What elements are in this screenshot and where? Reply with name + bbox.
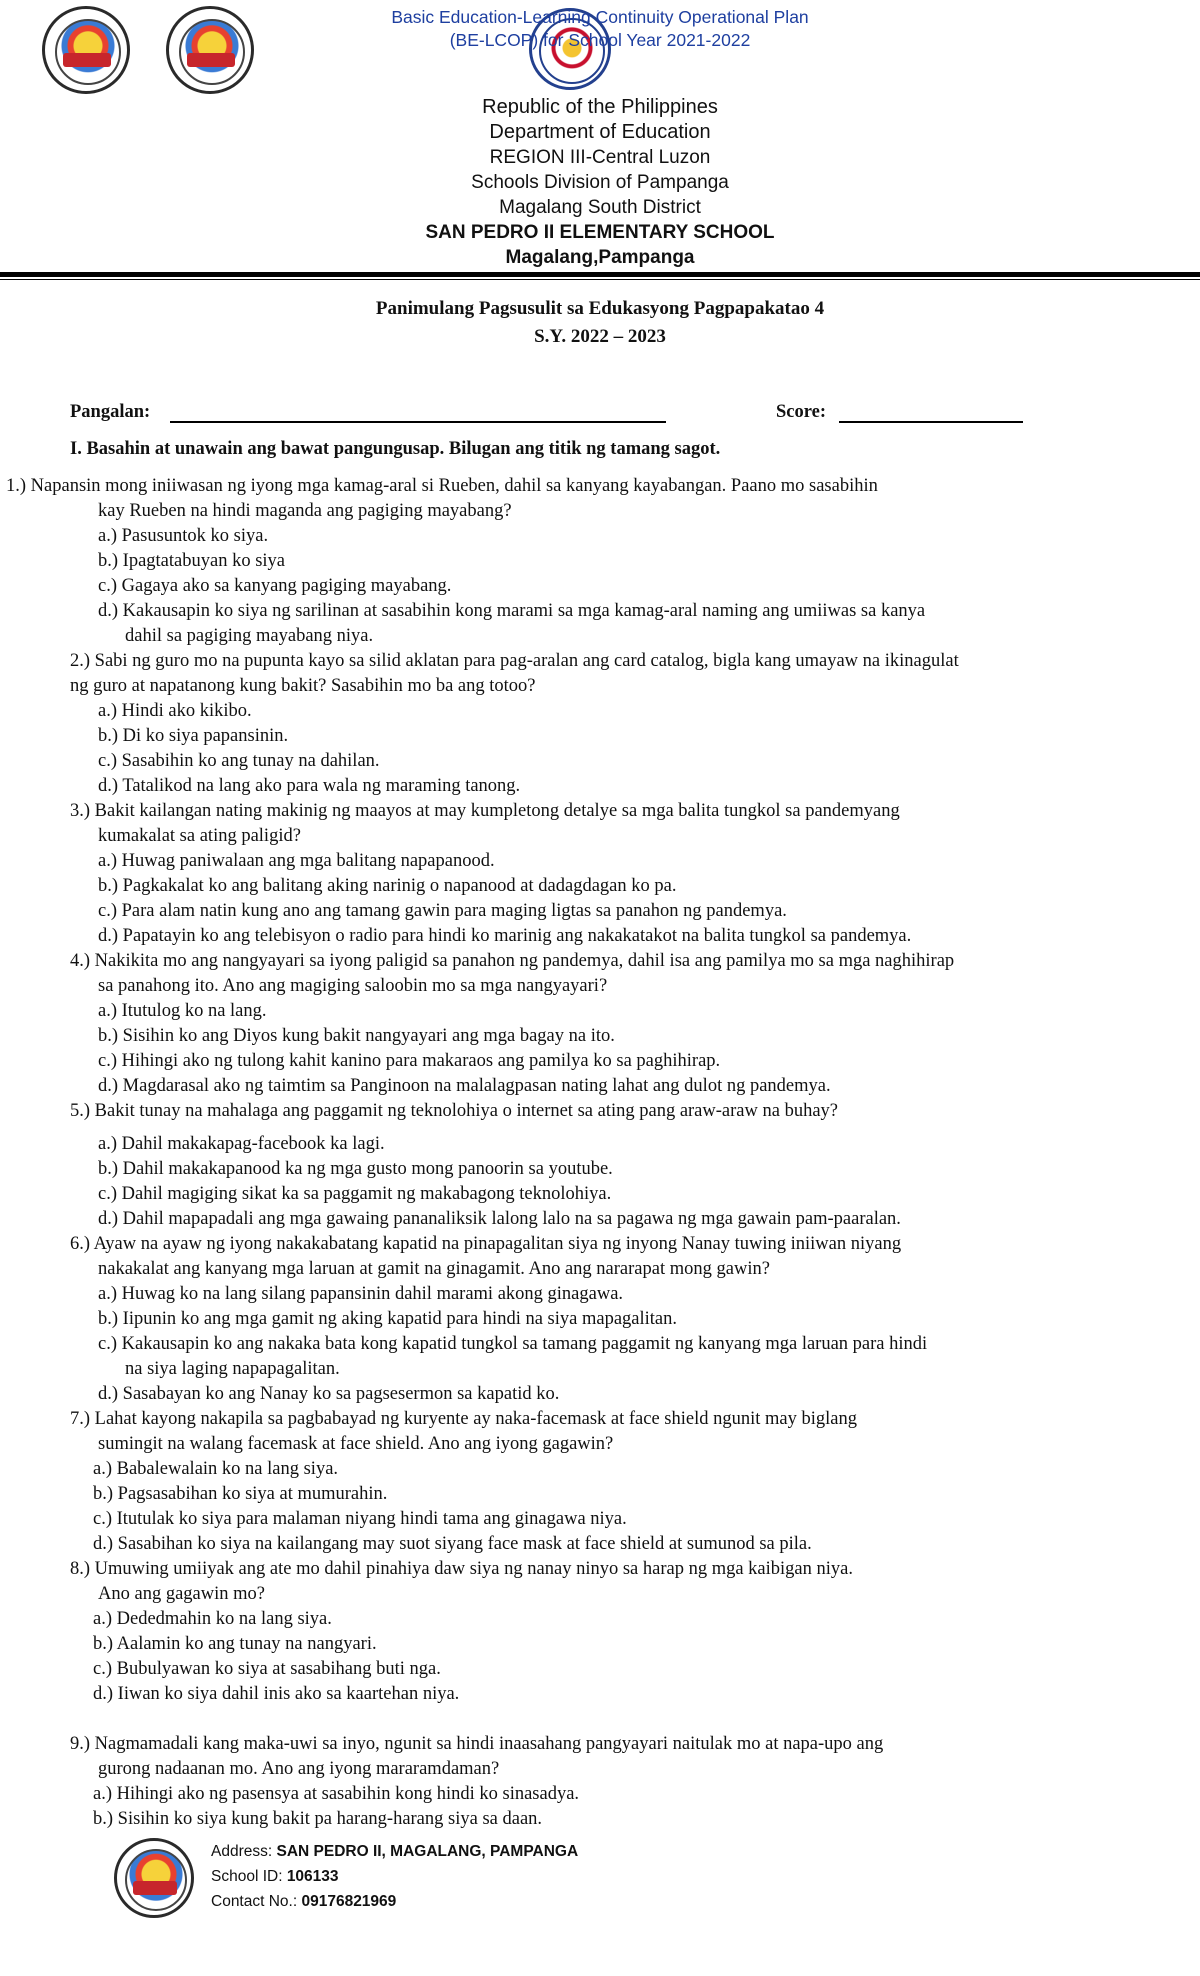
q3-choice-a: a.) Huwag paniwalaan ang mga balitang napapanood. — [98, 851, 495, 871]
q6-choice-a: a.) Huwag ko na lang silang papansinin dahil marami akong ginagawa. — [98, 1284, 624, 1304]
header-district: Magalang South District — [499, 197, 701, 218]
footer-address — [211, 1841, 578, 1862]
footer-school-id — [211, 1866, 339, 1887]
score-blank[interactable] — [839, 421, 1023, 423]
question-4: 4.) Nakikita mo ang nangyayari sa iyong paligid sa panahon ng pandemya, dahil isa ang pamilya mo sa mga naghihirap — [70, 951, 955, 971]
q8-choice-b: b.) Aalamin ko ang tunay na nangyari. — [93, 1634, 377, 1654]
header-rule-thin — [0, 279, 1200, 280]
question-7: 7.) Lahat kayong nakapila sa pagbabayad ng kuryente ay naka-facemask at face shield ngunit may biglang — [70, 1409, 857, 1429]
q4-choice-c: c.) Hihingi ako ng tulong kahit kanino para makaraos ang pamilya ko sa paghihirap. — [98, 1051, 721, 1071]
school-year: S.Y. 2022 – 2023 — [534, 326, 666, 347]
q5-choice-c: c.) Dahil magiging sikat ka sa paggamit ng makabagong teknolohiya. — [98, 1184, 612, 1204]
q8-choice-c: c.) Bubulyawan ko siya at sasabihang buti nga. — [93, 1659, 441, 1679]
question-6: 6.) Ayaw na ayaw ng iyong nakakabatang kapatid na pinapagalitan siya ng inyong Nanay tuwing iniiwan niyang — [70, 1234, 902, 1254]
q3-choice-b: b.) Pagkakalat ko ang balitang aking narinig o napanood at dadagdagan ko pa. — [98, 876, 677, 896]
contact-value: 09176821969 — [301, 1893, 397, 1910]
q3-choice-c: c.) Para alam natin kung ano ang tamang gawin para maging ligtas sa panahon ng pandemya. — [98, 901, 787, 921]
q6-choice-c-cont: na siya laging napapagalitan. — [125, 1359, 340, 1379]
address-value: SAN PEDRO II, MAGALANG, PAMPANGA — [276, 1843, 579, 1860]
q2-choice-d: d.) Tatalikod na lang ako para wala ng maraming tanong. — [98, 776, 521, 796]
instructions: I. Basahin at unawain ang bawat pangungusap. Bilugan ang titik ng tamang sagot. — [70, 439, 721, 459]
contact-label: Contact No.: — [211, 1893, 302, 1910]
q2-choice-a: a.) Hindi ako kikibo. — [98, 701, 252, 721]
question-3-cont: kumakalat sa ating paligid? — [98, 826, 301, 846]
question-7-cont: sumingit na walang facemask at face shield. Ano ang iyong gagawin? — [98, 1434, 614, 1454]
q8-choice-a: a.) Dededmahin ko na lang siya. — [93, 1609, 332, 1629]
q1-choice-a: a.) Pasusuntok ko siya. — [98, 526, 269, 546]
question-1: 1.) Napansin mong iniiwasan ng iyong mga kamag-aral si Rueben, dahil sa kanyang kayabangan. Paano mo sasabihin — [6, 476, 878, 496]
address-label: Address: — [211, 1843, 277, 1860]
name-blank[interactable] — [170, 421, 666, 423]
q7-choice-d: d.) Sasabihan ko siya na kailangang may suot siyang face mask at face shield at sumunod sa pila. — [93, 1534, 812, 1554]
q4-choice-a: a.) Itutulog ko na lang. — [98, 1001, 267, 1021]
question-9-cont: gurong nadaanan mo. Ano ang iyong mararamdaman? — [98, 1759, 500, 1779]
header-region: REGION III-Central Luzon — [489, 147, 711, 168]
header-town: Magalang,Pampanga — [505, 247, 695, 268]
score-label: Score: — [776, 402, 826, 422]
q1-choice-c: c.) Gagaya ako sa kanyang pagiging mayabang. — [98, 576, 452, 596]
q1-choice-b: b.) Ipagtatabuyan ko siya — [98, 551, 285, 571]
q4-choice-b: b.) Sisihin ko ang Diyos kung bakit nangyayari ang mga bagay na ito. — [98, 1026, 615, 1046]
q2-choice-b: b.) Di ko siya papansinin. — [98, 726, 289, 746]
question-9: 9.) Nagmamadali kang maka-uwi sa inyo, ngunit sa hindi inaasahang pangyayari naitulak mo at napa-upo ang — [70, 1734, 884, 1754]
q4-choice-d: d.) Magdarasal ako ng taimtim sa Panginoon na malalagpasan nating lahat ang dulot ng pandemya. — [98, 1076, 831, 1096]
q7-choice-b: b.) Pagsasabihan ko siya at mumurahin. — [93, 1484, 388, 1504]
q9-choice-a: a.) Hihingi ako ng pasensya at sasabihin kong hindi ko sinasadya. — [93, 1784, 580, 1804]
plan-title-line2: (BE-LCOP) for School Year 2021-2022 — [449, 30, 751, 50]
q6-choice-d: d.) Sasabayan ko ang Nanay ko sa pagsesermon sa kapatid ko. — [98, 1384, 560, 1404]
question-8-cont: Ano ang gagawin mo? — [98, 1584, 265, 1604]
question-4-cont: sa panahong ito. Ano ang magiging saloobin mo sa mga nangyayari? — [98, 976, 608, 996]
question-3: 3.) Bakit kailangan nating makinig ng maayos at may kumpletong detalye sa mga balita tungkol sa pandemyang — [70, 801, 900, 821]
q5-choice-b: b.) Dahil makakapanood ka ng mga gusto mong panoorin sa youtube. — [98, 1159, 613, 1179]
header-republic: Republic of the Philippines — [482, 96, 718, 118]
q7-choice-c: c.) Itutulak ko siya para malaman niyang hindi tama ang ginagawa niya. — [93, 1509, 627, 1529]
q2-choice-c: c.) Sasabihin ko ang tunay na dahilan. — [98, 751, 380, 771]
q6-choice-b: b.) Iipunin ko ang mga gamit ng aking kapatid para hindi na siya mapagalitan. — [98, 1309, 678, 1329]
question-2-cont: ng guro at napatanong kung bakit? Sasabihin mo ba ang totoo? — [70, 676, 536, 696]
header-rule — [0, 272, 1200, 277]
footer-contact — [211, 1891, 396, 1912]
footer-school-seal — [114, 1838, 194, 1918]
q8-choice-d: d.) Iiwan ko siya dahil inis ako sa kaartehan niya. — [93, 1684, 460, 1704]
header-department: Department of Education — [489, 121, 711, 143]
school-id-value: 106133 — [286, 1868, 339, 1885]
q5-choice-a: a.) Dahil makakapag-facebook ka lagi. — [98, 1134, 385, 1154]
test-title: Panimulang Pagsusulit sa Edukasyong Pagpapakatao 4 — [375, 298, 825, 319]
school-id-label: School ID: — [211, 1868, 287, 1885]
question-8: 8.) Umuwing umiiyak ang ate mo dahil pinahiya daw siya ng nanay ninyo sa harap ng mga kaibigan niya. — [70, 1559, 853, 1579]
header-division: Schools Division of Pampanga — [471, 172, 729, 193]
q1-choice-d: d.) Kakausapin ko siya ng sarilinan at sasabihin kong marami sa mga kamag-aral naming ang umiiwas sa kanya — [98, 601, 926, 621]
q6-choice-c: c.) Kakausapin ko ang nakaka bata kong kapatid tungkol sa tamang paggamit ng kanyang mga laruan para hindi — [98, 1334, 928, 1354]
header-school: SAN PEDRO II ELEMENTARY SCHOOL — [425, 222, 775, 243]
question-6-cont: nakakalat ang kanyang mga laruan at gamit na ginagamit. Ano ang nararapat mong gawin? — [98, 1259, 770, 1279]
q5-choice-d: d.) Dahil mapapadali ang mga gawaing pananaliksik lalong lalo na sa pagawa ng mga gawain pam-paaralan. — [98, 1209, 901, 1229]
q3-choice-d: d.) Papatayin ko ang telebisyon o radio para hindi ko marinig ang nakakatakot na balita tungkol sa pandemya. — [98, 926, 912, 946]
q1-choice-d-cont: dahil sa pagiging mayabang niya. — [125, 626, 374, 646]
question-5: 5.) Bakit tunay na mahalaga ang paggamit ng teknolohiya o internet sa ating pang araw-araw na buhay? — [70, 1101, 838, 1121]
plan-title-line1: Basic Education-Learning Continuity Operational Plan — [391, 7, 809, 27]
question-2: 2.) Sabi ng guro mo na pupunta kayo sa silid aklatan para pag-aralan ang card catalog, bigla kang umayaw na ikinagulat — [70, 651, 959, 671]
name-label: Pangalan: — [70, 402, 151, 422]
q7-choice-a: a.) Babalewalain ko na lang siya. — [93, 1459, 339, 1479]
q9-choice-b: b.) Sisihin ko siya kung bakit pa harang-harang siya sa daan. — [93, 1809, 543, 1829]
question-1-cont: kay Rueben na hindi maganda ang pagiging mayabang? — [98, 501, 512, 521]
